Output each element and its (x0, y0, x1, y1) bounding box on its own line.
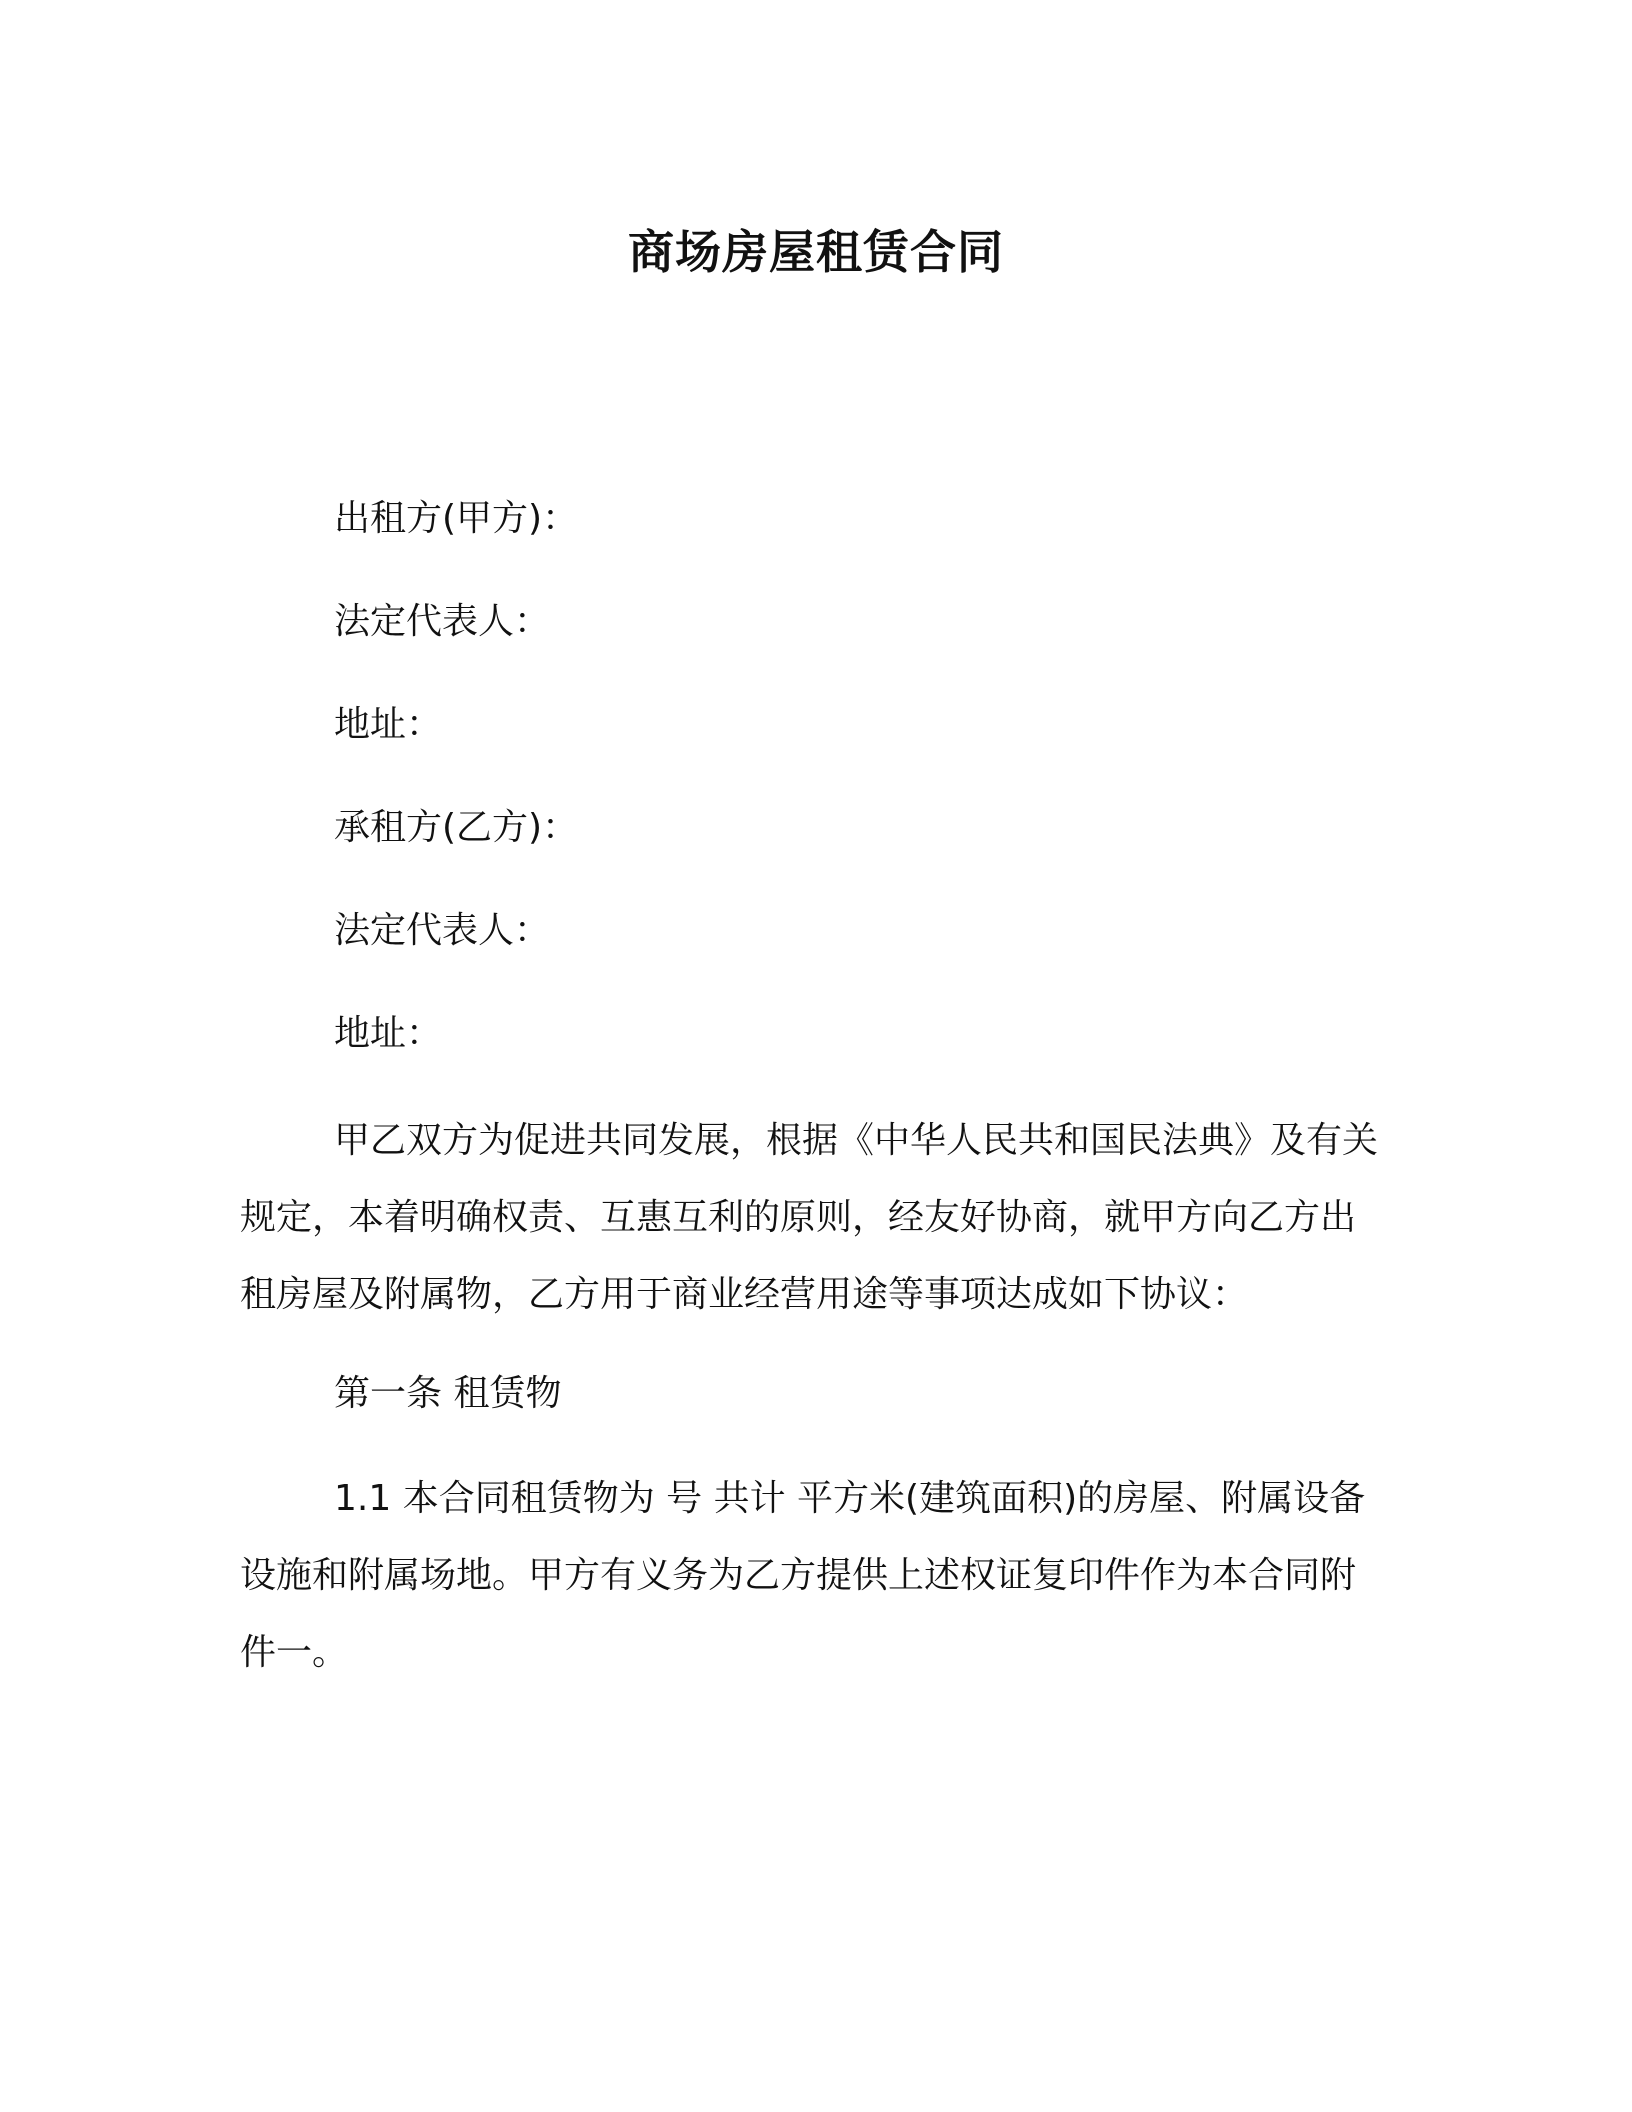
intro-paragraph: 甲乙双方为促进共同发展，根据《中华人民共和国民法典》及有关规定，本着明确权责、互惠互利的原则，经友好协商，就甲方向乙方出租房屋及附属物，乙方用于商业经营用途等事项达成如下协议： (240, 1120, 1379, 1315)
lessee-representative-label: 法定代表人： (334, 910, 551, 951)
lessee-address-label: 地址： (334, 1013, 443, 1054)
article-1-1-paragraph: 1.1 本合同租赁物为 号 共计 平方米(建筑面积)的房屋、附属设备设施和附属场地。甲方有义务为乙方提供上述权证复印件作为本合同附件一。 (240, 1478, 1366, 1673)
document-title: 商场房屋租赁合同 (628, 225, 1004, 279)
article-1-heading: 第一条 租赁物 (334, 1373, 562, 1414)
lessee-label: 承租方(乙方)： (334, 807, 579, 848)
lessor-address-label: 地址： (334, 704, 443, 745)
lessor-label: 出租方(甲方)： (334, 498, 579, 539)
lessor-representative-label: 法定代表人： (334, 601, 551, 642)
